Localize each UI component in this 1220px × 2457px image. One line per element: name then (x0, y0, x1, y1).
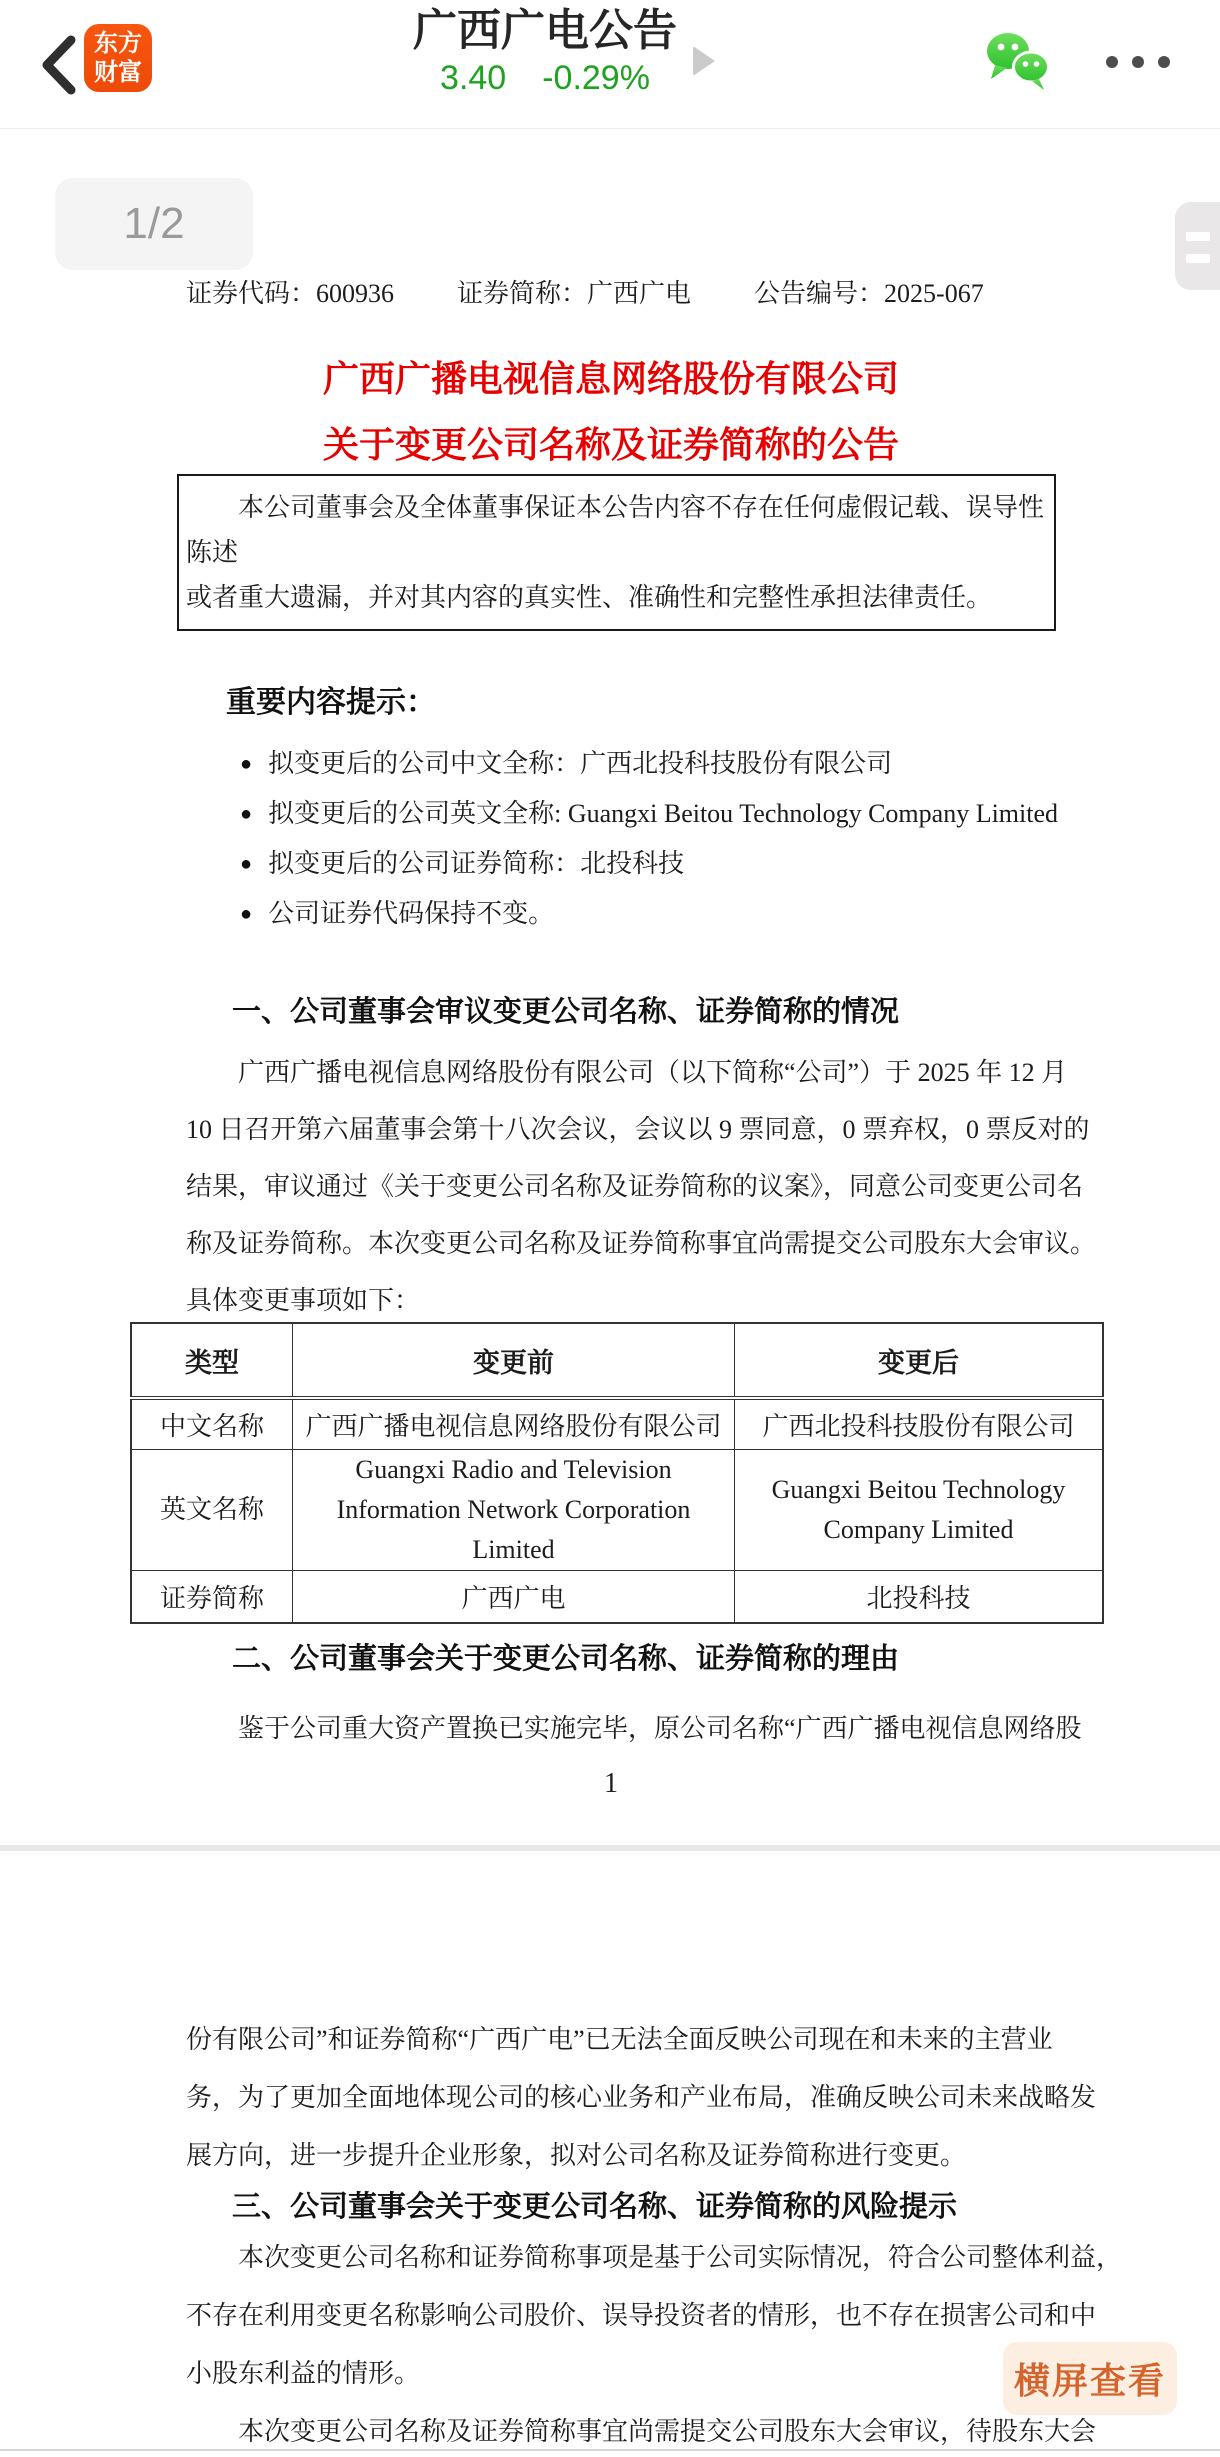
section2-paragraph (186, 1700, 1082, 1757)
chevron-right-icon (693, 46, 715, 76)
bullet-text: 拟变更后的公司中文全称：广西北投科技股份有限公司 (268, 749, 893, 778)
paragraph-line: 10 日召开第六届董事会第十八次会议，会议以 9 票同意，0 票弃权，0 票反对的 (186, 1115, 1090, 1144)
bullet-dot-icon: ● (240, 853, 253, 875)
bullet-text: 拟变更后的公司英文全称: Guangxi Beitou Technology Company Limited (268, 799, 1059, 828)
paragraph-line: 结果，审议通过《关于变更公司名称及证券简称的议案》，同意公司变更公司名 (186, 1172, 1084, 1201)
table-row (131, 1398, 1103, 1450)
stock-code: 证券代码：600936 (186, 279, 395, 308)
outline-drawer-handle[interactable] (1175, 202, 1220, 290)
cell-type: 英文名称 (131, 1450, 293, 1571)
section1-title: 一、公司董事会审议变更公司名称、证券简称的情况 (232, 996, 900, 1028)
bullet-item (240, 889, 1036, 939)
bullet-item (240, 789, 1059, 839)
disclaimer-line: 本公司董事会及全体董事保证本公告内容不存在任何虚假记载、误导性陈述 (186, 493, 1045, 567)
menu-bar-icon (1186, 232, 1210, 241)
cell-before: 广西广电 (293, 1571, 735, 1624)
stock-price: 3.40 (440, 59, 507, 97)
name-change-table (130, 1322, 1104, 1624)
stock-change: -0.29% (542, 59, 650, 97)
paragraph-line: 小股东利益的情形。 (186, 2359, 421, 2388)
announcement-number: 公告编号：2025-067 (754, 279, 984, 308)
section3-title: 三、公司董事会关于变更公司名称、证券简称的风险提示 (232, 2191, 958, 2223)
logo-line2: 财富 (94, 59, 142, 86)
column-header-before: 变更前 (293, 1323, 735, 1398)
bullet-dot-icon: ● (240, 903, 253, 925)
back-icon[interactable] (38, 34, 78, 96)
paragraph-line: 称及证券简称。本次变更公司名称及证券简称事宜尚需提交公司股东大会审议。 (186, 1229, 1097, 1258)
important-notice-title: 重要内容提示： (226, 686, 436, 719)
table-row (131, 1450, 1103, 1571)
menu-bar-icon (1186, 254, 1210, 263)
section2-paragraph-continued (186, 2011, 1097, 2185)
section1-paragraph (186, 1044, 1097, 1329)
cell-type: 证券简称 (131, 1571, 293, 1624)
column-header-type: 类型 (131, 1323, 293, 1398)
logo-line1: 东方 (94, 30, 142, 57)
section2-title: 二、公司董事会关于变更公司名称、证券简称的理由 (232, 1643, 900, 1675)
page-separator (0, 1845, 1220, 1851)
disclaimer-line: 或者重大遗漏，并对其内容的真实性、准确性和完整性承担法律责任。 (186, 583, 993, 612)
bottom-divider (0, 2449, 1220, 2451)
bullet-dot-icon: ● (240, 753, 253, 775)
paragraph-line: 本次变更公司名称及证券简称事宜尚需提交公司股东大会审议，待股东大会 (186, 2417, 1097, 2446)
table-header-row (131, 1323, 1103, 1398)
cell-before: Guangxi Radio and Television Information Network Corporation Limited (293, 1450, 735, 1571)
disclaimer-box (177, 474, 1056, 631)
page-indicator: 1/2 (55, 178, 253, 270)
paragraph-line: 广西广播电视信息网络股份有限公司（以下简称“公司”）于 2025 年 12 月 (186, 1058, 1068, 1087)
paragraph-line: 本次变更公司名称和证券简称事项是基于公司实际情况，符合公司整体利益， (186, 2243, 1123, 2272)
title-block[interactable] (413, 6, 677, 96)
company-name-title: 广西广播电视信息网络股份有限公司 (322, 358, 899, 399)
paragraph-line: 务，为了更加全面地体现公司的核心业务和产业布局，准确反映公司未来战略发 (186, 2083, 1097, 2112)
bullet-dot-icon: ● (240, 803, 253, 825)
bullet-item (240, 839, 1036, 889)
paragraph-line: 展方向，进一步提升企业形象，拟对公司名称及证券简称进行变更。 (186, 2141, 967, 2170)
cell-type: 中文名称 (131, 1398, 293, 1450)
page-title: 广西广电公告 (413, 6, 677, 55)
stock-quote (413, 60, 677, 96)
stock-short-name: 证券简称：广西广电 (457, 279, 692, 308)
paragraph-line: 具体变更事项如下： (186, 1286, 421, 1315)
paragraph-line: 份有限公司”和证券简称“广西广电”已无法全面反映公司现在和未来的主营业 (186, 2025, 1053, 2054)
bullet-text: 公司证券代码保持不变。 (268, 899, 555, 928)
page1-number: 1 (604, 1768, 618, 1799)
more-options-icon[interactable] (1106, 56, 1176, 70)
table-row (131, 1571, 1103, 1624)
paragraph-line: 鉴于公司重大资产置换已实施完毕，原公司名称“广西广播电视信息网络股 (186, 1714, 1082, 1743)
landscape-view-button[interactable]: 横屏查看 (1003, 2342, 1177, 2415)
notice-bullets (186, 739, 1059, 939)
cell-after: Guangxi Beitou Technology Company Limited (735, 1450, 1104, 1571)
column-header-after: 变更后 (735, 1323, 1104, 1398)
cell-after: 广西北投科技股份有限公司 (735, 1398, 1104, 1450)
eastmoney-logo[interactable] (84, 24, 152, 92)
app-header (0, 0, 1220, 129)
pdf-page-1 (0, 129, 1220, 1845)
bullet-text: 拟变更后的公司证券简称：北投科技 (268, 849, 685, 878)
stock-info-line (186, 276, 1036, 312)
paragraph-line: 不存在利用变更名称影响公司股价、误导投资者的情形，也不存在损害公司和中 (186, 2301, 1097, 2330)
announcement-title: 关于变更公司名称及证券简称的公告 (322, 424, 899, 465)
cell-before: 广西广播电视信息网络股份有限公司 (293, 1398, 735, 1450)
bullet-item (240, 739, 1036, 789)
wechat-share-icon[interactable] (982, 30, 1056, 92)
cell-after: 北投科技 (735, 1571, 1104, 1624)
